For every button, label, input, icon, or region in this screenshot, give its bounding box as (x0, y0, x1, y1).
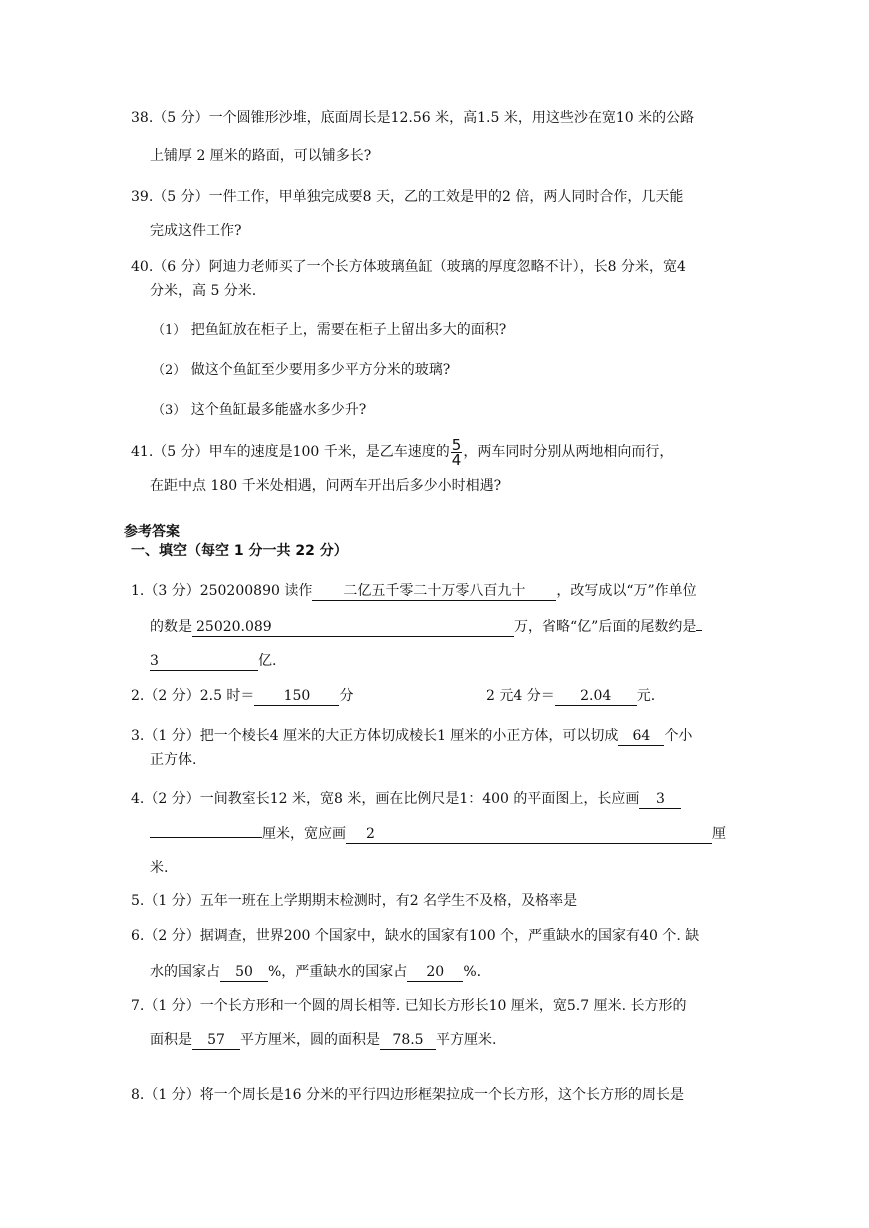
a3-text-1: 3.（1 分）把一个棱长4 厘米的大正方体切成棱长1 厘米的小正方体，可以切成 (131, 728, 619, 744)
q40-line-2: 分米，高 5 分米. (150, 283, 257, 299)
a2-text-3: 2 元4 分＝ (486, 688, 555, 704)
a3-line-2: 正方体. (150, 752, 197, 768)
q40-sub-1 (152, 320, 506, 341)
q39-line-1: 39.（5 分）一件工作，甲单独完成要8 天，乙的工效是甲的2 倍，两人同时合作，几天能 (131, 189, 684, 205)
a4-line-1 (131, 789, 681, 809)
a1-line-1 (131, 581, 697, 601)
a2-text-1: 2.（2 分）2.5 时＝ (131, 688, 255, 704)
a5-line-1: 5.（1 分）五年一班在上学期期末检测时，有2 名学生不及格，及格率是 (131, 893, 578, 909)
a4-text-1: 4.（2 分）一间教室长12 米，宽8 米，画在比例尺是1：400 的平面图上，长应画 (131, 791, 640, 807)
a1-line-2 (150, 617, 702, 637)
a2-text-4: 元. (636, 688, 656, 704)
q38-line-1: 38.（5 分）一个圆锥形沙堆，底面周长是12.56 米，高1.5 米，用这些沙在宽10 米的公路 (131, 110, 695, 126)
q41-text-a: 41.（5 分）甲车的速度是100 千米，是乙车速度的 (131, 444, 450, 460)
q38-line-2: 上铺厚 2 厘米的路面，可以铺多长? (150, 148, 372, 164)
q40-sub-3-text: 这个鱼缸最多能盛水多少升? (190, 402, 367, 418)
a7-text-3: 平方厘米，圆的面积是 (240, 1032, 380, 1048)
q41-line-1 (131, 432, 673, 472)
q41-text-b: ，两车同时分别从两地相向而行， (463, 444, 674, 460)
a1-text-3: 的数是 (150, 619, 192, 635)
a3-text-2: 个小 (664, 728, 693, 744)
a1-line-3 (150, 651, 276, 671)
a4-line-3: 米. (150, 860, 169, 876)
q41-fraction (451, 435, 463, 469)
q40-sub-1-number: （1） (152, 323, 187, 338)
a6-line-2 (150, 962, 481, 982)
q40-sub-3 (152, 400, 366, 421)
a4-answer-1-underline (150, 837, 262, 838)
a2-answer-2: 2.04 (555, 687, 637, 706)
a2-text-2: 分 (339, 688, 354, 704)
a1-answer-2: 25020.089 (192, 618, 514, 637)
a4-text-3: 厘 (712, 826, 726, 842)
q40-sub-3-number: （3） (152, 403, 187, 418)
a6-text-4: %. (463, 964, 482, 980)
answers-title: 参考答案 (124, 524, 180, 540)
q40-sub-2-text: 做这个鱼缸至少要用多少平方分米的玻璃? (190, 362, 451, 378)
a6-line-1: 6.（2 分）据调查，世界200 个国家中，缺水的国家有100 个，严重缺水的国家有40 个. 缺 (131, 928, 700, 944)
a7-line-2 (150, 1030, 496, 1050)
a1-blank-tail (696, 630, 702, 631)
a2-line-1 (131, 686, 353, 706)
a1-text-2: ，改写成以“万”作单位 (556, 583, 697, 599)
a1-text-5: 亿. (258, 653, 277, 669)
a7-text-2: 面积是 (150, 1032, 192, 1048)
a4-line-2 (150, 824, 726, 844)
a6-text-2: 水的国家占 (150, 964, 220, 980)
q41-fraction-denominator: 4 (451, 450, 462, 469)
a4-answer-2: 2 (346, 825, 712, 844)
q41-line-2: 在距中点 180 千米处相遇，问两车开出后多少小时相遇? (150, 478, 502, 494)
a3-answer-1: 64 (618, 727, 664, 746)
q41-fraction-numerator: 5 (451, 435, 462, 454)
a3-line-1 (131, 726, 692, 746)
a6-answer-2: 20 (407, 963, 463, 982)
a7-answer-2: 78.5 (380, 1031, 436, 1050)
q40-sub-2-number: （2） (152, 363, 187, 378)
a6-text-3: %，严重缺水的国家占 (268, 964, 408, 980)
q40-sub-1-text: 把鱼缸放在柜子上，需要在柜子上留出多大的面积? (190, 322, 507, 338)
a4-answer-1: 3 (639, 790, 681, 809)
a4-text-2: 厘米，宽应画 (262, 826, 346, 842)
a7-text-4: 平方厘米. (436, 1032, 497, 1048)
q40-line-1: 40.（6 分）阿迪力老师买了一个长方体玻璃鱼缸（玻璃的厚度忽略不计），长8 分米，宽4 (131, 259, 686, 275)
a8-line-1: 8.（1 分）将一个周长是16 分米的平行四边形框架拉成一个长方形，这个长方形的周长是 (131, 1087, 684, 1103)
a1-answer-1: 二亿五千零二十万零八百九十 (312, 582, 556, 601)
q40-sub-2 (152, 360, 450, 381)
a1-answer-3: 3 (150, 652, 258, 671)
a2-line-1b (486, 686, 655, 706)
a1-text-1: 1.（3 分）250200890 读作 (131, 583, 313, 599)
a6-answer-1: 50 (220, 963, 268, 982)
a7-line-1: 7.（1 分）一个长方形和一个圆的周长相等. 已知长方形长10 厘米，宽5.7 厘米. 长方形的 (131, 998, 687, 1014)
a2-answer-1: 150 (254, 687, 339, 706)
a7-answer-1: 57 (192, 1031, 240, 1050)
q39-line-2: 完成这件工作? (150, 223, 242, 239)
section-1-heading: 一、填空（每空 1 分一共 22 分） (131, 543, 348, 559)
a1-text-4: 万，省略“亿”后面的尾数约是 (514, 619, 697, 635)
